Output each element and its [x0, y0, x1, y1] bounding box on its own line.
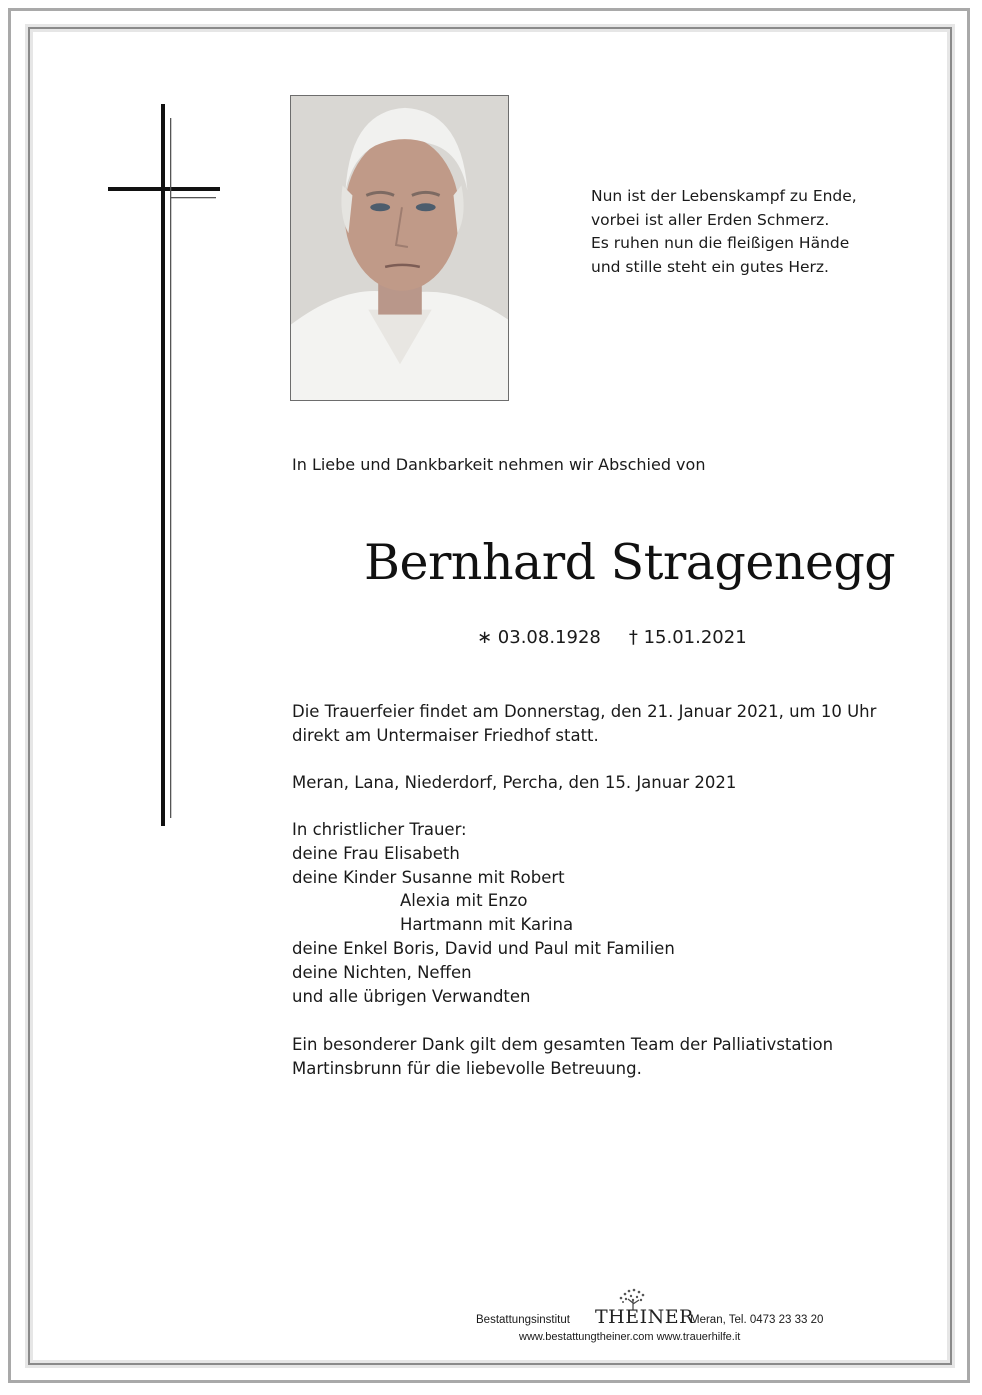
place-date [292, 771, 736, 795]
mourner-nieces: deine Nichten, Neffen [292, 962, 472, 982]
thanks-note [292, 1033, 833, 1081]
mourner-children: Alexia mit Enzo [400, 891, 528, 911]
funeral-home-label: Bestattungsinstitut [476, 1314, 570, 1326]
funeral-home-websites: www.bestattungtheiner.com www.trauerhilfe.it [519, 1331, 741, 1343]
mourners-list [292, 818, 675, 1008]
poem-line: Es ruhen nun die fleißigen Hände [591, 234, 850, 252]
poem [591, 185, 857, 279]
life-dates [477, 627, 747, 648]
funeral-home-contact: Meran, Tel. 0473 23 33 20 [690, 1314, 824, 1326]
funeral-home-footer [476, 1306, 836, 1330]
mourner-wife: deine Frau Elisabeth [292, 843, 460, 863]
mourners-heading: In christlicher Trauer: [292, 820, 467, 839]
thanks-line: Martinsbrunn für die liebevolle Betreuung. [292, 1058, 642, 1078]
funeral-line: Die Trauerfeier findet am Donnerstag, den 21. Januar 2021, um 10 Uhr [292, 702, 877, 721]
mourner-grandchildren: deine Enkel Boris, David und Paul mit Familien [292, 938, 675, 958]
portrait-photo [290, 95, 509, 401]
poem-line: und stille steht ein gutes Herz. [591, 257, 829, 276]
mourner-children: deine Kinder Susanne mit Robert [292, 867, 565, 887]
poem-line: vorbei ist aller Erden Schmerz. [591, 210, 830, 229]
funeral-home-brand: THEINER [595, 1306, 694, 1328]
birth-date: ∗ 03.08.1928 [477, 627, 601, 648]
deceased-name: Bernhard Stragenegg [364, 534, 896, 591]
intro-text: In Liebe und Dankbarkeit nehmen wir Abschied von [292, 455, 706, 474]
poem-line: Nun ist der Lebenskampf zu Ende, [591, 187, 857, 205]
mourner-relatives: und alle übrigen Verwandten [292, 986, 531, 1006]
death-date: † 15.01.2021 [628, 627, 747, 648]
funeral-notice [292, 700, 876, 748]
cross-icon [100, 100, 230, 830]
funeral-line: direkt am Untermaiser Friedhof statt. [292, 725, 599, 745]
thanks-line: Ein besonderer Dank gilt dem gesamten Team der Palliativstation [292, 1035, 834, 1054]
place-date-line: Meran, Lana, Niederdorf, Percha, den 15. Januar 2021 [292, 773, 737, 792]
mourner-children: Hartmann mit Karina [400, 915, 574, 935]
